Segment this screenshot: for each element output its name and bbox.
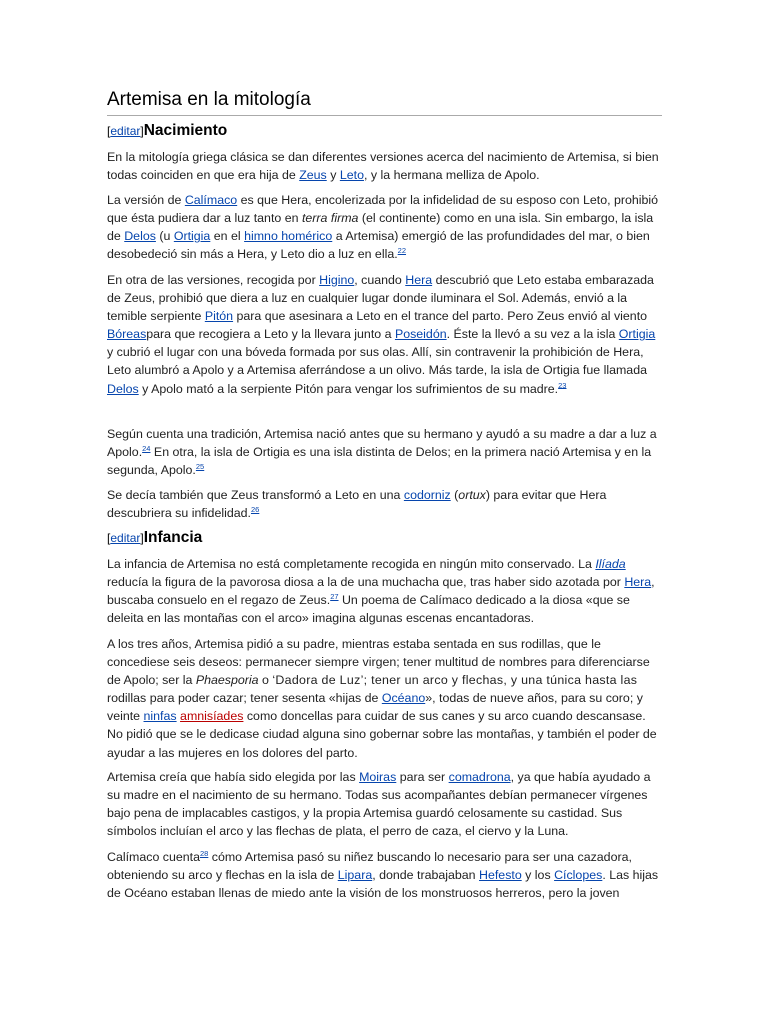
paragraph: Calímaco cuenta$^{28}$ cómo Artemisa pasó su niñez buscando lo necesario para ser una cazadora, obteniendo su arco y flechas en la isla de Lipara, donde trabajaban Hefesto y los Cíclopes. Las hijas de Océano estaban llenas de miedo ante la visión de los monstruosos herreros, pero la joven xyxy=(107,848,659,901)
link-higino[interactable]: Higino xyxy=(319,273,355,287)
link-oceano[interactable]: Océano xyxy=(381,691,426,706)
section-title: Nacimiento xyxy=(143,122,228,139)
paragraph: Según cuenta una tradición, Artemisa nació antes que su hermano y ayudó a su madre a dar a luz a Apolo.$^{24}$ En otra, la isla de Ortigia es una isla distinta de Delos; en la primera nació Artemisa y en la segunda, Apolo.$^{25}$ xyxy=(107,427,657,478)
link-hera[interactable]: Hera xyxy=(624,575,652,590)
edit-link[interactable]: editar xyxy=(110,124,141,138)
link-leto[interactable]: Leto xyxy=(339,168,364,183)
link-boreas[interactable]: Bóreas xyxy=(107,327,147,342)
paragraph: En la mitología griega clásica se dan diferentes versiones acerca del nacimiento de Artemisa, si bien todas coinciden en que era hija de Zeus y Leto, y la hermana melliza de Apolo. xyxy=(107,150,659,183)
link-delos[interactable]: Delos xyxy=(107,381,139,396)
edit-section-link: [editar] xyxy=(107,531,144,545)
link-delos[interactable]: Delos xyxy=(124,229,156,244)
link-lipara[interactable]: Lipara xyxy=(337,868,373,883)
link-ciclopes[interactable]: Cíclopes xyxy=(554,868,603,883)
section-heading-nacimiento xyxy=(107,121,662,141)
citation-link[interactable]: 24 xyxy=(142,443,151,453)
section-title: Infancia xyxy=(143,529,203,546)
citation-link[interactable]: 25 xyxy=(195,462,205,472)
paragraph: Se decía también que Zeus transformó a Leto en una codorniz (ortux) para evitar que Hera descubriera su infidelidad.$^{26}$ xyxy=(107,488,607,521)
link-poseidon[interactable]: Poseidón xyxy=(394,327,447,342)
link-ortigia[interactable]: Ortigia xyxy=(173,229,211,244)
paragraph: La versión de Calímaco es que Hera, encolerizada por la infidelidad de su esposo con Leto, prohibió que ésta pudiera dar a luz tanto en terra firma (el continente) como en una isla. Sin embargo, la isla de Delos (u Ortigia en el himno homérico a Artemisa) emergió de las profundidades del mar, o bien desobedeció sin más a Hera, y Leto dio a luz en ella.$^{22}$ xyxy=(107,193,659,262)
link-hefesto[interactable]: Hefesto xyxy=(479,868,522,883)
link-comadrona[interactable]: comadrona xyxy=(448,770,511,784)
link-zeus[interactable]: Zeus xyxy=(299,168,327,183)
link-calimaco[interactable]: Calímaco xyxy=(184,193,238,207)
link-himno-homerico[interactable]: himno homérico xyxy=(244,229,333,244)
citation-link[interactable]: 22 xyxy=(397,246,407,256)
paragraph: A los tres años, Artemisa pidió a su padre, mientras estaba sentada en sus rodillas, que le concediese seis deseos: permanecer siempre virgen; tener multitud de nombres para diferenciarse de Apolo; ser la Phaesporia o ‘Dadora de Luz’; tener un arco y flechas, y una túnica hasta las rodillas para poder cazar; tener sesenta «hijas de Océano», todas de nueve años, para su coro; y veinte ninfas amnisíades como doncellas para cuidar de sus canes y su arco cuando descansase. No pidió que se le dedicase ciudad alguna sino gobernar sobre las montañas, y también el poder de ayudar a las mujeres en los dolores del parto. xyxy=(107,637,657,760)
citation-link[interactable]: 26 xyxy=(250,504,260,514)
paragraph: Artemisa creía que había sido elegida por las Moiras para ser comadrona, ya que había ayudado a su madre en el nacimiento de su hermano. Todas sus acompañantes debían permanecer vírgenes bajo pena de implacables castigos, y la propia Artemisa guardó celosamente su castidad. Sus símbolos incluían el arco y las flechas de plata, el perro de caza, el ciervo y la Luna. xyxy=(107,770,651,839)
link-piton[interactable]: Pitón xyxy=(204,309,234,324)
page-title: Artemisa en la mitología xyxy=(107,88,662,116)
link-moiras[interactable]: Moiras xyxy=(359,770,397,784)
paragraph: En otra de las versiones, recogida por Higino, cuando Hera descubrió que Leto estaba embarazada de Zeus, prohibió que diera a luz en cualquier lugar donde iluminara el Sol. Además, envió a la temible serpiente Pitón para que asesinara a Leto en el trance del parto. Pero Zeus envió al viento Bóreaspara que recogiera a Leto y la llevara junto a Poseidón. Éste la llevó a su vez a la isla Ortigia y cubrió el lugar con una bóveda formada por sus olas. Allí, sin contravenir la prohibición de Hera, Leto alumbró a Apolo y a Artemisa aferrándose a un olivo. Más tarde, la isla de Ortigia fue llamada Delos y Apolo mató a la serpiente Pitón para vengar los sufrimientos de su madre.$^{23}$ xyxy=(107,273,656,396)
link-amnisiades[interactable]: amnisíades xyxy=(180,709,244,724)
citation-link[interactable]: 23 xyxy=(558,380,567,390)
citation-link[interactable]: 28 xyxy=(199,848,209,858)
link-ninfas[interactable]: ninfas xyxy=(143,709,177,724)
link-ortigia[interactable]: Ortigia xyxy=(618,327,656,342)
citation-link[interactable]: 27 xyxy=(330,592,339,602)
link-codorniz[interactable]: codorniz xyxy=(403,488,451,502)
edit-section-link: [editar] xyxy=(107,124,144,138)
paragraph: La infancia de Artemisa no está completamente recogida en ningún mito conservado. La Ilíada reducía la figura de la pavorosa diosa a la de una muchacha que, tras haber sido azotada por Hera, buscaba consuelo en el regazo de Zeus.$^{27}$ Un poema de Calímaco dedicado a la diosa «que se deleita en las montañas con el arco» imagina algunas escenas encantadoras. xyxy=(107,557,655,626)
edit-link[interactable]: editar xyxy=(110,531,141,545)
link-iliada[interactable]: Ilíada xyxy=(595,557,626,571)
link-hera[interactable]: Hera xyxy=(405,273,433,287)
section-heading-infancia xyxy=(107,528,662,548)
